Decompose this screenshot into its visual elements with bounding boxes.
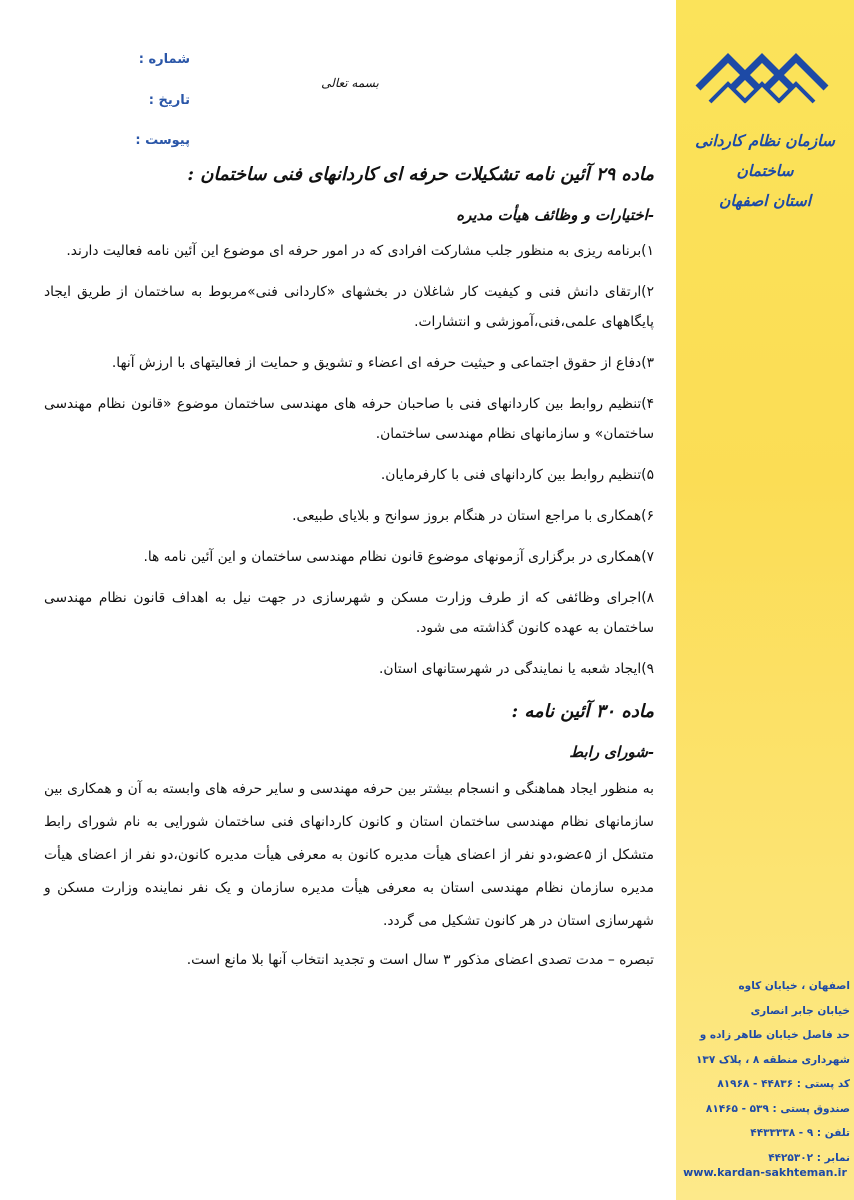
contact-line: نمابر : ۴۴۲۵۳۰۲ [768,1151,850,1164]
contact-line: کد پستی : ۴۴۸۳۶ - ۸۱۹۶۸ [717,1078,850,1090]
bismillah-heading: بسمه تعالی [321,76,379,90]
article-29-title: ماده ۲۹ آئین نامه تشکیلات حرفه ای کاردانهای فنی ساختمان : [187,164,654,185]
contact-line: خیابان جابر انصاری [750,1004,850,1017]
website-link[interactable]: www.kardan-sakhteman.ir [683,1166,847,1179]
article-29-subtitle: -اختیارات و وظائف هیأت مدیره [456,206,654,224]
list-item: ۲)ارتقای دانش فنی و کیفیت کار شاغلان در بخشهای «کاردانی فنی»مربوط به ساختمان از طریق ایجاد پایگاههای علمی،فنی،آموزشی و انتشارات. [44,284,654,330]
article-30-paragraph: به منظور ایجاد هماهنگی و انسجام بیشتر بین حرفه مهندسی و سایر حرفه های وابسته به آن و همکاری بین سازمانهای نظام مهندسی ساختمان استان و کانون کاردانهای فنی ساختمان شورایی به نام شورای رابط متشکل از ۵عضو،دو نفر از اعضای هیأت مدیره کانون به معرفی هیأت مدیره کانون،دو نفر از اعضای هیأت مدیره سازمان نظام مهندسی استان به معرفی هیأت مدیره سازمان و یک نفر نماینده وزارت مسکن و شهرسازی استان در هر کانون تشکیل می گردد. [44,781,654,929]
contact-line: صندوق پستی : ۵۳۹ - ۸۱۴۶۵ [705,1102,850,1115]
article-30-title: ماده ۳۰ آئین نامه : [511,701,654,722]
list-item: ۴)تنظیم روابط بین کاردانهای فنی با صاحبان حرفه های مهندسی ساختمان موضوع «قانون نظام مهندسی ساختمان» و سازمانهای نظام مهندسی ساختمان. [44,396,654,442]
organization-name [676,126,854,216]
organization-name-line2: استان اصفهان [718,191,812,210]
contact-address [680,974,850,1170]
contact-line: تلفن : ۹ - ۴۴۳۳۳۳۸ [750,1127,850,1139]
document-body [44,150,654,983]
list-item: ۳)دفاع از حقوق اجتماعی و حیثیت حرفه ای اعضاء و تشویق و حمایت از فعالیتهای با ارزش آنها. [111,355,654,371]
list-item: ۹)ایجاد شعبه یا نمایندگی در شهرستانهای استان. [379,661,654,677]
contact-line: شهرداری منطقه ۸ ، پلاک ۱۳۷ [696,1053,850,1066]
list-item: ۸)اجرای وظائفی که از طرف وزارت مسکن و شهرسازی در جهت نیل به اهداف قانون نظام مهندسی ساختمان به عهده کانون گذاشته می شود. [44,590,654,636]
contact-line: حد فاصل خیابان طاهر زاده و [699,1029,850,1041]
date-label: تاریخ : [148,93,190,108]
list-item: ۱)برنامه ریزی به منظور جلب مشارکت افرادی که در امور حرفه ای موضوع این آئین نامه فعالیت دارند. [66,243,654,259]
list-item: ۵)تنظیم روابط بین کاردانهای فنی با کارفرمایان. [380,467,654,483]
organization-logo-icon [690,36,840,116]
list-item: ۷)همکاری در برگزاری آزمونهای موضوع قانون نظام مهندسی ساختمان و این آئین نامه ها. [143,549,654,565]
number-label: شماره : [138,52,190,67]
article-30-subtitle: -شورای رابط [569,743,654,761]
attachment-label: پیوست : [135,133,190,148]
list-item: ۶)همکاری با مراجع استان در هنگام بروز سوانح و بلایای طبیعی. [292,508,654,524]
organization-name-line1: سازمان نظام کاردانی ساختمان [695,131,835,180]
contact-line: اصفهان ، خیابان کاوه [738,980,850,992]
article-30-note: تبصره – مدت تصدی اعضای مذکور ۳ سال است و تجدید انتخاب آنها بلا مانع است. [186,952,654,968]
